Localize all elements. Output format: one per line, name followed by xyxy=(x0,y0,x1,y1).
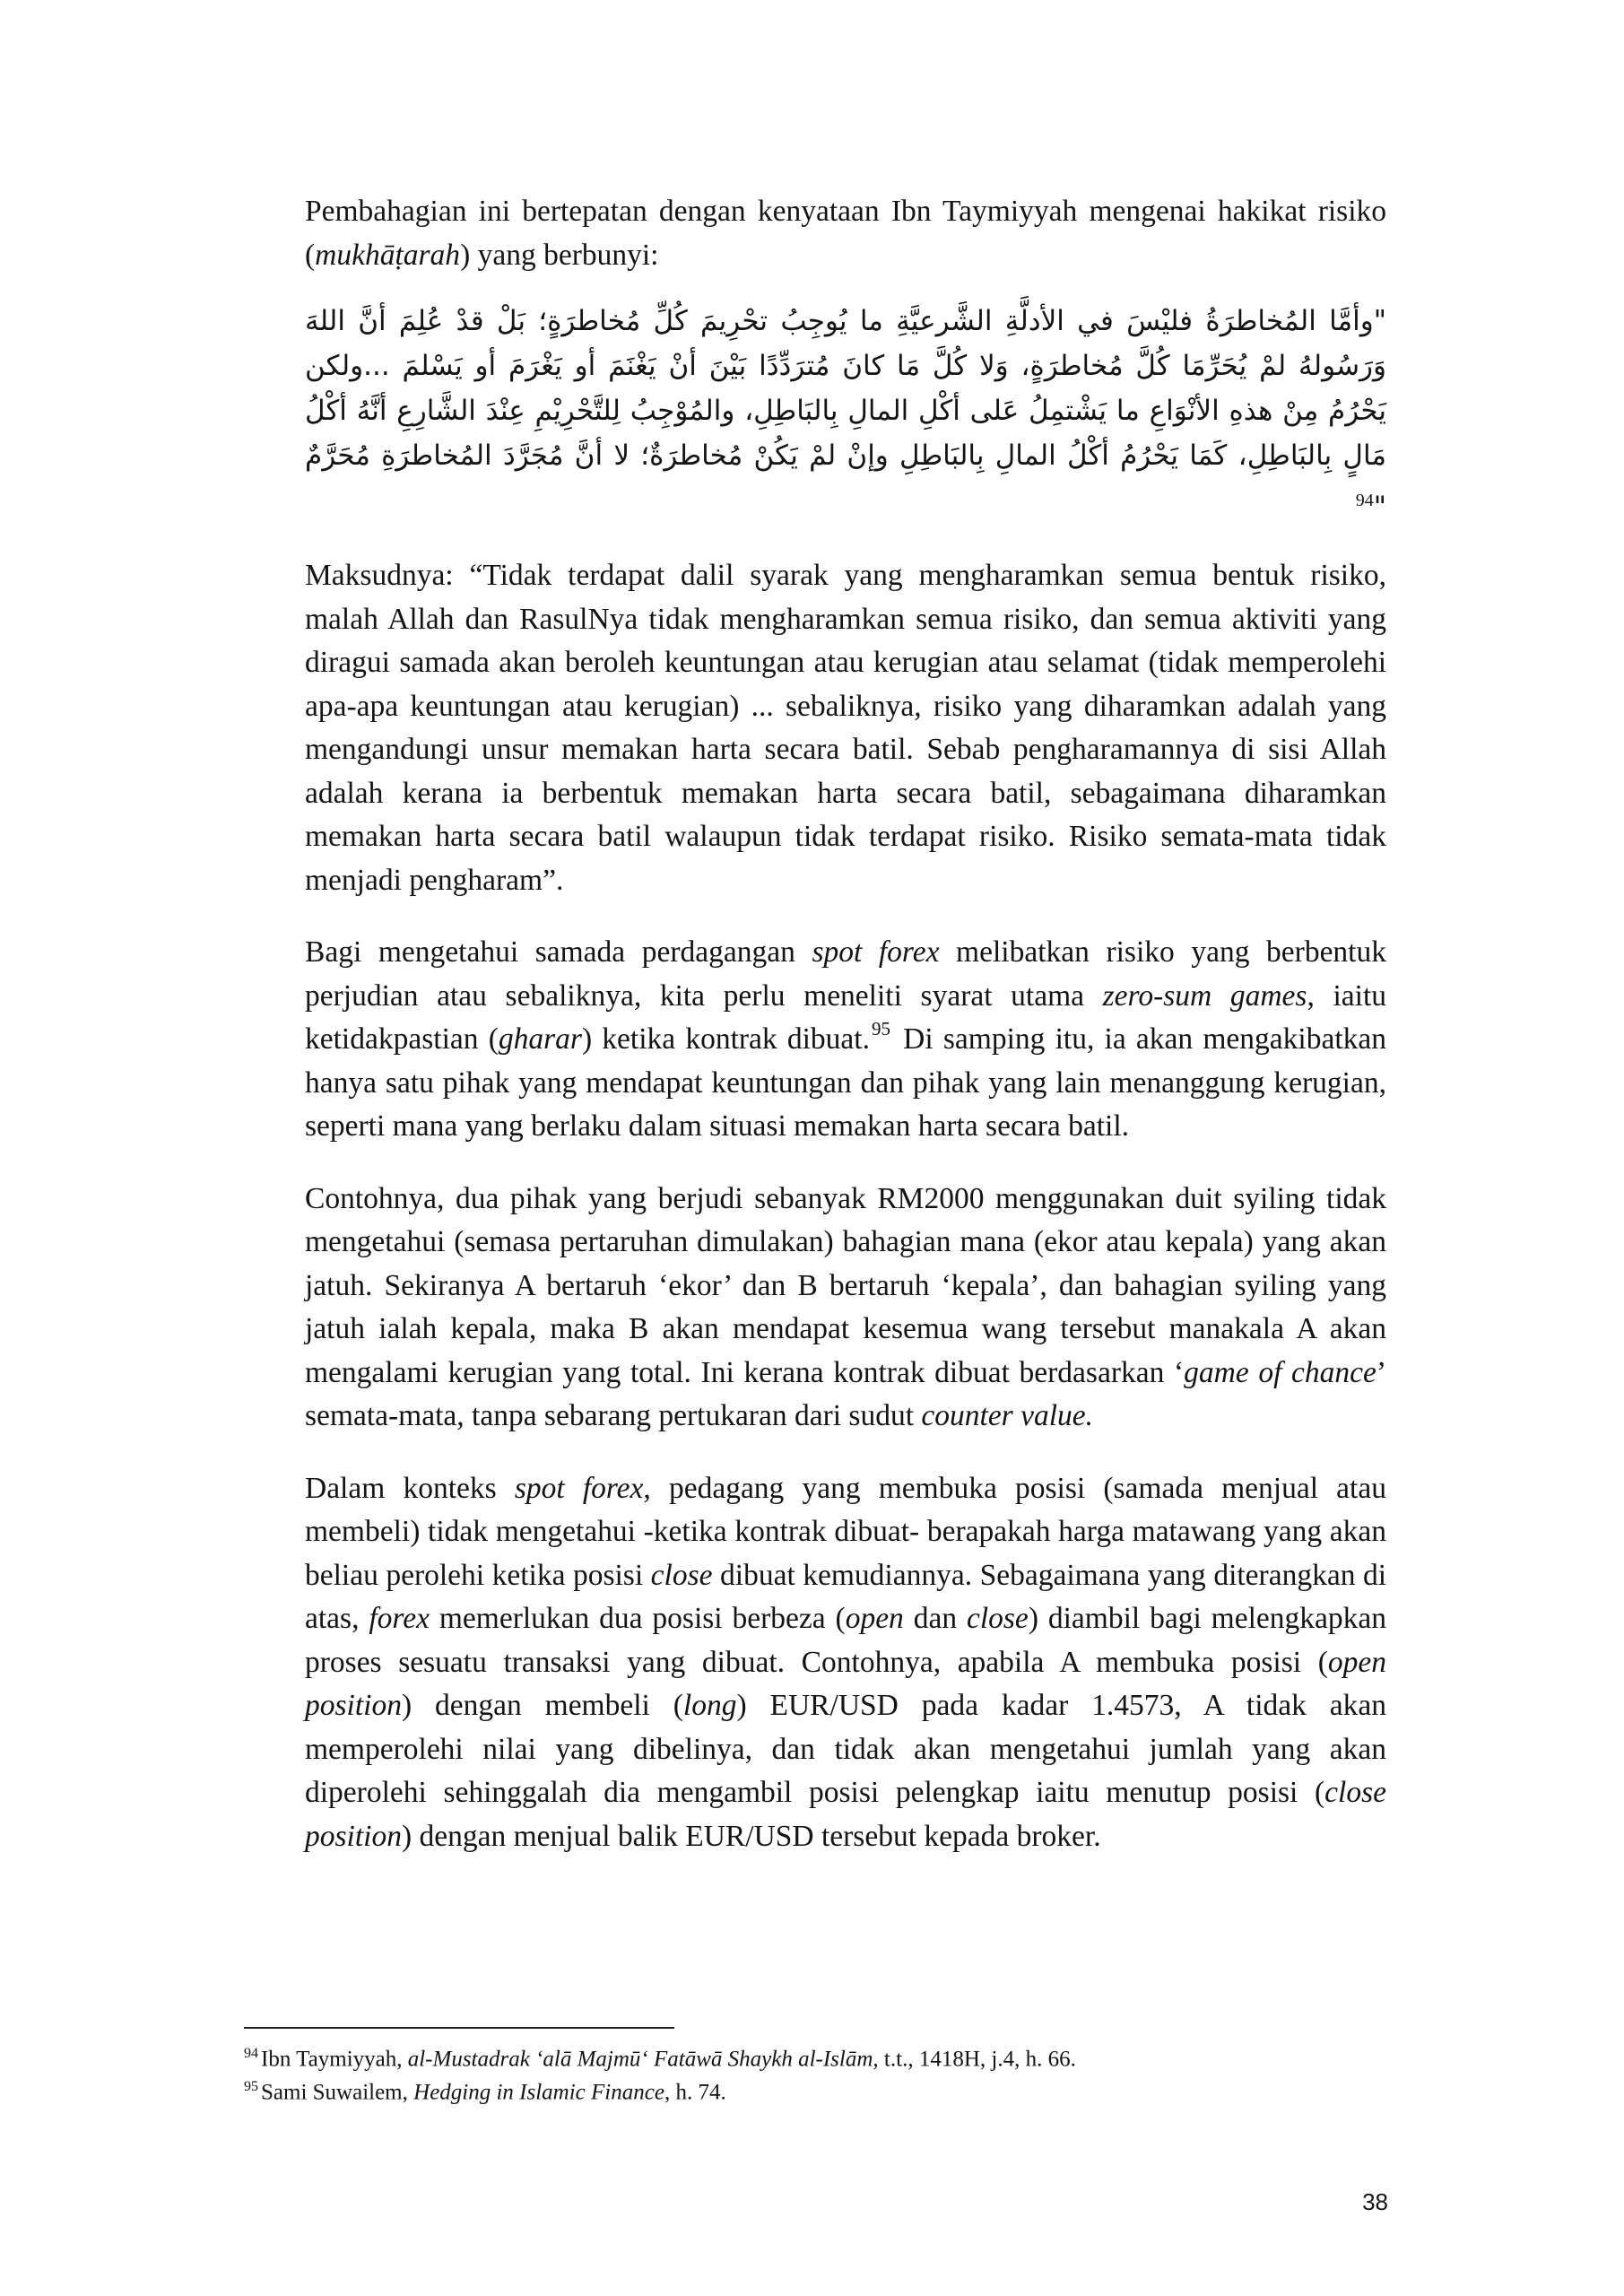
footnote-number: 94 xyxy=(244,2046,258,2061)
text-run: Dalam konteks xyxy=(305,1471,515,1505)
text-run: ’ semata-mata, tanpa sebarang pertukaran dari sudut xyxy=(305,1355,1387,1433)
text-run: , pedagang yang membuka posisi (samada menjual atau membeli) tidak mengetahui -ketika kontrak dibuat- berapakah harga matawang yang akan beliau perolehi ketika posisi xyxy=(305,1471,1386,1592)
intro-text-start: Pembahagian ini bertepatan dengan kenyataan Ibn Taymiyyah mengenai hakikat risiko ( xyxy=(305,195,1386,272)
text-run: ) EUR/USD pada kadar 1.4573, A tidak akan memperolehi nilai yang dibelinya, dan tidak akan mengetahui jumlah yang akan diperolehi sehinggalah dia mengambil posisi pelengkap iaitu menutup posisi ( xyxy=(305,1689,1386,1810)
footnote-details: , h. 74. xyxy=(664,2080,726,2105)
translation-paragraph: Maksudnya: “Tidak terdapat dalil syarak yang mengharamkan semua bentuk risiko, malah Allah dan RasulNya tidak mengharamkan semua risiko, dan semua aktiviti yang diragui samada akan beroleh keuntungan atau kerugian atau selamat (tidak memperolehi apa-apa keuntungan atau kerugian) ... sebaliknya, risiko yang diharamkan adalah yang mengandungi unsur memakan harta secara batil. Sebab pengharamannya di sisi Allah adalah kerana ia berbentuk memakan harta secara batil, sebagaimana diharamkan memakan harta secara batil walaupun tidak terdapat risiko. Risiko semata-mata tidak menjadi pengharam”. xyxy=(305,559,1386,897)
text-run: ) ketika kontrak dibuat. xyxy=(581,1022,870,1057)
footnote-ref-95[interactable]: 95 xyxy=(871,1018,890,1040)
italic-term: spot forex xyxy=(514,1471,644,1505)
text-run: melibatkan risiko yang berbentuk perjudian atau sebaliknya, kita perlu meneliti syarat utama xyxy=(305,935,1386,1013)
italic-term: spot forex xyxy=(812,935,940,970)
text-run: ) dengan membeli ( xyxy=(401,1689,683,1723)
intro-term: mukhāṭarah xyxy=(315,238,461,272)
footnote-title: al-Mustadrak ‘alā Majmū‘ Fatāwā Shaykh al-Islām xyxy=(407,2047,873,2072)
text-run: , iaitu ketidakpastian ( xyxy=(305,978,1386,1057)
italic-term: game of chance xyxy=(1184,1355,1376,1389)
footnote-95 xyxy=(244,2073,1388,2106)
italic-term: close position xyxy=(305,1776,1386,1853)
footnote-author: Sami Suwailem, xyxy=(261,2080,414,2105)
gambling-example-paragraph xyxy=(305,1178,1386,1439)
text-run: Bagi mengetahui samada perdagangan xyxy=(305,935,812,970)
arabic-quote-text: "وأمَّا المُخاطرَةُ فليْسَ في الأدلَّةِ الشَّرعيَّةِ ما يُوجِبُ تحْرِيمَ كُلِّ مُخاطرَةٍ؛ بَلْ قدْ عُلِمَ أنَّ اللهَ وَرَسُولهُ لمْ يُحَرِّمَا كُلَّ مُخاطرَةٍ، وَلا كُلَّ مَا كانَ مُترَدِّدًا بَيْنَ أنْ يَغْنَمَ أو يَغْرَمَ أو يَسْلمَ ...ولكن يَحْرُمُ مِنْ هذهِ الأنْوَاعِ ما يَشْتمِلُ عَلى أكْلِ المالِ بِالبَاطِلِ، والمُوْجِبُ لِلتَّحْرِيْمِ عِنْدَ الشَّارِعِ أنَّهُ أكْلُ مَالٍ بِالبَاطِلِ، كَمَا يَحْرُمُ أكْلُ المالِ بِالبَاطِلِ وإنْ لمْ يَكُنْ مُخاطرَةٌ؛ لا أنَّ مُجَرَّدَ المُخاطرَةِ مُحَرَّمٌ " xyxy=(305,305,1386,524)
italic-term: zero-sum games xyxy=(1102,978,1307,1013)
footnote-details: , t.t., 1418H, j.4, h. 66. xyxy=(873,2047,1076,2072)
italic-term: close xyxy=(650,1558,713,1592)
italic-term: open position xyxy=(305,1645,1386,1723)
footnote-author: Ibn Taymiyyah, xyxy=(261,2047,408,2072)
footnote-number: 95 xyxy=(244,2079,258,2095)
page-number: 38 xyxy=(1362,2188,1388,2215)
text-run: memerlukan dua posisi berbeza ( xyxy=(429,1602,846,1636)
italic-term: long xyxy=(682,1689,737,1723)
italic-term: counter value. xyxy=(921,1399,1094,1433)
intro-text-end: ) yang berbunyi: xyxy=(460,238,659,272)
italic-term: open xyxy=(845,1602,904,1636)
italic-term: forex xyxy=(369,1602,430,1636)
text-run: Di samping itu, ia akan mengakibatkan hanya satu pihak yang mendapat keuntungan dan pihak yang lain menanggung kerugian, seperti mana yang berlaku dalam situasi memakan harta secara batil. xyxy=(305,1022,1386,1144)
footnote-divider xyxy=(244,2027,674,2029)
text-run: dibuat kemudiannya. Sebagaimana yang diterangkan di atas, xyxy=(305,1558,1386,1636)
intro-paragraph xyxy=(305,190,1386,277)
footnote-title: Hedging in Islamic Finance xyxy=(413,2080,664,2105)
footnotes xyxy=(244,2039,1388,2107)
italic-term: gharar xyxy=(498,1022,582,1057)
footnote-ref-94[interactable]: 94 xyxy=(1355,491,1374,510)
text-run: Contohnya, dua pihak yang berjudi sebanyak RM2000 menggunakan duit syiling tidak mengetahui (semasa pertaruhan dimulakan) bahagian mana (ekor atau kepala) yang akan jatuh. Sekiranya A bertaruh ‘ekor’ dan B bertaruh ‘kepala’, dan bahagian syiling yang jatuh ialah kepala, maka B akan mendapat kesemua wang tersebut manakala A akan mengalami kerugian yang total. Ini kerana kontrak dibuat berdasarkan ‘ xyxy=(305,1181,1386,1389)
forex-context-paragraph xyxy=(305,1467,1386,1859)
text-run: ) diambil bagi melengkapkan proses sesuatu transaksi yang dibuat. Contohnya, apabila A membuka posisi ( xyxy=(305,1602,1387,1679)
spot-forex-risk-paragraph xyxy=(305,931,1386,1149)
arabic-quote xyxy=(305,299,1386,529)
footnote-94 xyxy=(244,2039,1388,2073)
text-run: ) dengan menjual balik EUR/USD tersebut kepada broker. xyxy=(401,1819,1101,1853)
body-text xyxy=(305,190,1386,1887)
text-run: dan xyxy=(903,1602,967,1636)
italic-term: close xyxy=(966,1602,1029,1636)
